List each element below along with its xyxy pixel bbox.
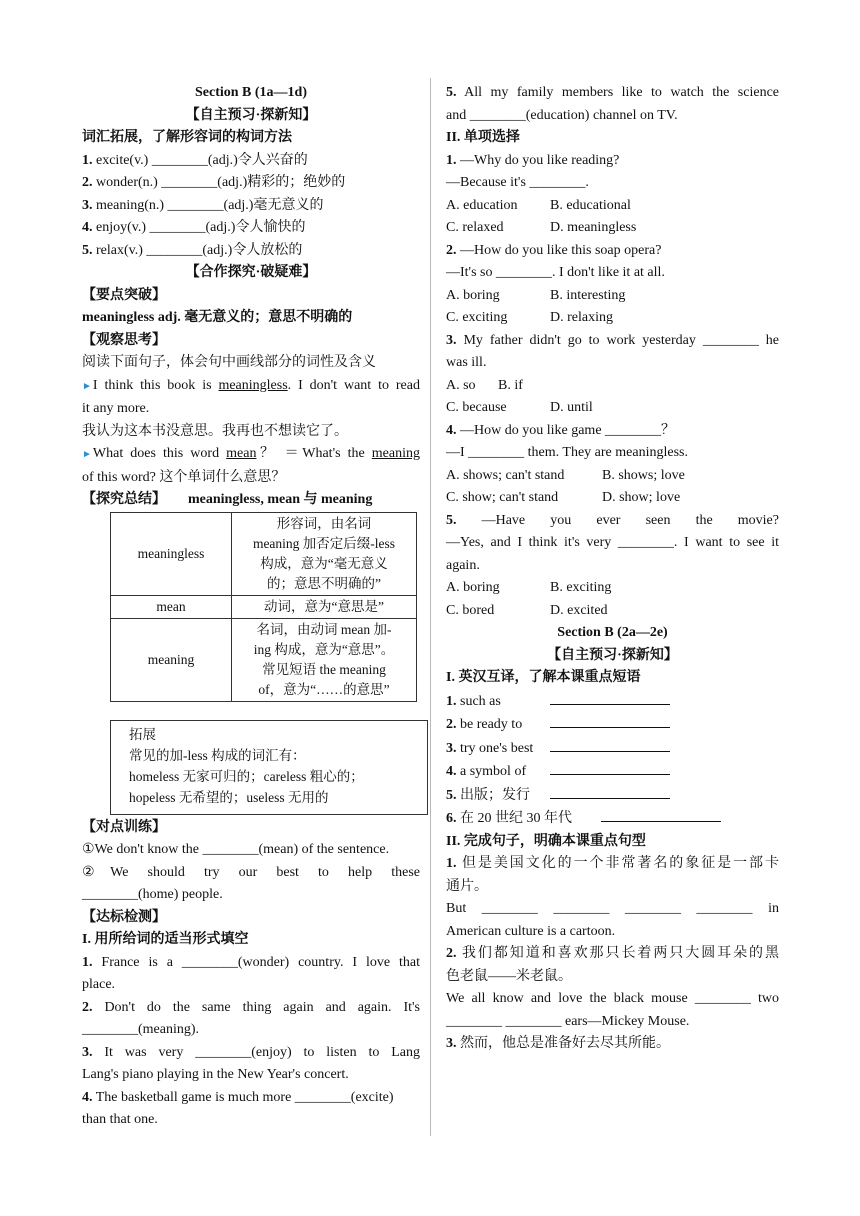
sentence-1-en: But ________ ________ ________ ________ in xyxy=(446,901,779,916)
answer-option[interactable]: D. excited xyxy=(550,602,608,618)
option-row xyxy=(446,577,779,600)
option-row xyxy=(446,307,779,330)
table-row xyxy=(111,512,417,595)
table-row xyxy=(111,595,417,618)
option-row xyxy=(446,285,779,308)
drill-2-cont: ________(home) people. xyxy=(82,887,223,902)
underlined-word: meaning xyxy=(371,446,420,461)
fill-4-cont: than that one. xyxy=(82,1112,158,1127)
key-point: meaningless adj. 毫无意义的；意思不明确的 xyxy=(82,310,353,325)
extension-line: homeless 无家可归的；careless 粗心的； xyxy=(129,768,364,784)
answer-option[interactable]: C. relaxed xyxy=(446,220,504,235)
question-stem: 1. —Why do you like reading? xyxy=(446,152,620,168)
answer-option[interactable]: B. if xyxy=(498,377,523,393)
part-ii-title: II. 完成句子，明确本课重点句型 xyxy=(446,833,646,849)
part1-title: I. 用所给词的适当形式填空 xyxy=(82,932,249,947)
fill-4: 4. The basketball game is much more ________(excite) xyxy=(82,1089,394,1105)
triangle-bullet-icon: ► xyxy=(82,449,92,460)
triangle-bullet-icon: ► xyxy=(82,380,92,392)
example-2-cont: of this word? 这个单词什么意思？ xyxy=(82,469,286,485)
left-column xyxy=(82,82,420,1132)
heading-coop: 【合作探究·破疑难】 xyxy=(185,265,317,280)
phrase-list xyxy=(446,690,779,831)
answer-option[interactable]: B. shows; love xyxy=(602,467,685,483)
drill-1: ①We don't know the ________(mean) of the sentence. xyxy=(82,842,390,857)
example-1: ►I think this book is meaningless. I don't want to read xyxy=(82,377,420,393)
question-stem: 2. —How do you like this soap opera? xyxy=(446,242,662,258)
section2-title: Section B (2a—2e) xyxy=(557,625,668,640)
option-row xyxy=(446,397,779,420)
answer-option[interactable]: C. because xyxy=(446,400,507,415)
answer-option[interactable]: C. exciting xyxy=(446,310,508,325)
table-word-cell: meaning xyxy=(111,618,232,701)
comparison-table xyxy=(110,512,417,702)
heading-preview-2: 【自主预习·探新知】 xyxy=(547,647,678,663)
observe-intro: 阅读下面句子，体会句中画线部分的词性及含义 xyxy=(82,355,376,370)
table-word-cell: meaningless xyxy=(111,512,232,595)
example-1-translation: 我认为这本书没意思。我再也不想读它了。 xyxy=(82,423,348,439)
answer-option[interactable]: A. boring xyxy=(446,580,500,595)
sentence-1-cn: 1. 但是美国文化的一个非常著名的象征是一部卡 xyxy=(446,856,779,871)
question-stem: 3. My father didn't go to work yesterday ________ he xyxy=(446,332,779,348)
fill-1-cont: place. xyxy=(82,977,116,992)
sentence-1-cn-cont: 通片。 xyxy=(446,878,488,894)
fill-1: 1. France is a ________(wonder) country. I love that xyxy=(82,954,420,970)
vocab-item: 4. enjoy(v.) ________(adj.)令人愉快的 xyxy=(82,220,306,235)
drill-2: ②We should try our best to help these xyxy=(82,864,420,880)
answer-option[interactable]: D. show; love xyxy=(602,490,681,505)
vocab-item: 1. excite(v.) ________(adj.)令人兴奋的 xyxy=(82,152,308,168)
sentence-2-en: We all know and love the black mouse ________ two xyxy=(446,991,779,1006)
part-i-title: I. 英汉互译，了解本课重点短语 xyxy=(446,670,641,685)
option-row xyxy=(446,195,779,218)
fill-2-cont: ________(meaning). xyxy=(82,1022,200,1037)
question-line: —Yes, and I think it's very ________. I want to see it xyxy=(446,535,779,550)
fill-5: 5. All my family members like to watch the science xyxy=(446,85,779,100)
extension-title: 拓展 xyxy=(129,726,156,742)
vocab-list xyxy=(82,150,420,263)
answer-option[interactable]: A. shows; can't stand xyxy=(446,467,565,483)
sentence-2-cn-cont: 色老鼠——米老鼠。 xyxy=(446,968,572,984)
question-line: again. xyxy=(446,557,480,573)
section-title: Section B (1a—1d) xyxy=(195,85,307,100)
underlined-word: meaningless xyxy=(218,377,288,393)
phrase-item: 4. a symbol of xyxy=(446,760,779,784)
answer-blank[interactable] xyxy=(550,713,670,728)
fill-2: 2. Don't do the same thing again and again. It's xyxy=(82,999,420,1015)
heading-drill: 【对点训练】 xyxy=(82,819,166,835)
sentence-2-en-cont: ________ ________ ears—Mickey Mouse. xyxy=(446,1013,690,1029)
phrase-item: 1. such as xyxy=(446,690,779,714)
question-stem: 5. —Have you ever seen the movie? xyxy=(446,512,779,528)
fill-5-cont: and ________(education) channel on TV. xyxy=(446,107,678,123)
heading-preview: 【自主预习·探新知】 xyxy=(185,107,317,123)
column-divider xyxy=(430,78,431,1136)
answer-blank[interactable] xyxy=(550,690,670,705)
fill-3: 3. It was very ________(enjoy) to listen to Lang xyxy=(82,1044,420,1060)
phrase-item: 2. be ready to xyxy=(446,713,779,737)
question-line: —Because it's ________. xyxy=(446,175,589,190)
answer-option[interactable]: A. boring xyxy=(446,287,500,303)
extension-line: 常见的加-less 构成的词汇有： xyxy=(129,747,306,763)
answer-option[interactable]: A. education xyxy=(446,197,518,213)
question-line: —It's so ________. I don't like it at all. xyxy=(446,265,665,280)
vocab-item: 2. wonder(n.) ________(adj.)精彩的；绝妙的 xyxy=(82,175,346,190)
extension-line: hopeless 无希望的；useless 无用的 xyxy=(129,789,329,805)
table-word-cell: mean xyxy=(111,595,232,618)
example-1-cont: it any more. xyxy=(82,401,150,416)
summary-heading: 【探究总结】 meaningless, mean 与 meaning xyxy=(82,492,373,507)
answer-option[interactable]: C. bored xyxy=(446,602,495,618)
extension-box xyxy=(110,720,428,815)
phrase-item: 5. 出版；发行 xyxy=(446,784,779,808)
table-desc-cell: 名词，由动词 mean 加- ing 构成，意为“意思”。 常见短语 the meaning of，意为“……的意思” xyxy=(232,618,417,701)
answer-blank[interactable] xyxy=(550,784,670,799)
fill-3-cont: Lang's piano playing in the New Year's concert. xyxy=(82,1067,349,1082)
sentence-1-en-cont: American culture is a cartoon. xyxy=(446,923,616,939)
option-row xyxy=(446,217,779,240)
answer-option[interactable]: B. educational xyxy=(550,197,631,213)
vocab-intro: 词汇拓展，了解形容词的构词方法 xyxy=(82,130,292,145)
heading-observe: 【观察思考】 xyxy=(82,332,166,348)
answer-blank[interactable] xyxy=(601,807,721,822)
table-desc-cell: 形容词，由名词 meaning 加否定后缀-less 构成，意为“毫无意义 的；意思不明确的” xyxy=(232,512,417,595)
answer-blank[interactable] xyxy=(550,760,670,775)
answer-option[interactable]: B. exciting xyxy=(550,580,612,595)
phrase-item: 6. 在 20 世纪 30 年代 xyxy=(446,807,779,831)
option-row xyxy=(446,600,779,623)
question-line: was ill. xyxy=(446,355,487,370)
sentence-2-cn: 2. 我们都知道和喜欢那只长着两只大圆耳朵的黑 xyxy=(446,946,779,961)
answer-option[interactable]: D. relaxing xyxy=(550,310,613,325)
vocab-item: 3. meaning(n.) ________(adj.)毫无意义的 xyxy=(82,197,324,213)
answer-blank[interactable] xyxy=(550,737,670,752)
answer-option[interactable]: A. so xyxy=(446,377,476,393)
multiple-choice-list xyxy=(446,150,779,623)
option-row xyxy=(446,375,779,398)
question-stem: 4. —How do you like game ________？ xyxy=(446,422,676,438)
right-column xyxy=(446,82,779,1056)
example-2: ►What does this word mean？ ＝What's the meaning xyxy=(82,446,420,461)
table-desc-cell: 动词，意为“意思是” xyxy=(232,595,417,618)
answer-option[interactable]: D. meaningless xyxy=(550,220,637,235)
heading-key: 【要点突破】 xyxy=(82,287,166,303)
option-row xyxy=(446,465,779,488)
answer-option[interactable]: D. until xyxy=(550,400,593,415)
vocab-item: 5. relax(v.) ________(adj.)令人放松的 xyxy=(82,242,303,258)
part2-title: II. 单项选择 xyxy=(446,130,520,145)
underlined-word: mean xyxy=(226,446,257,461)
question-line: —I ________ them. They are meaningless. xyxy=(446,445,688,460)
answer-option[interactable]: C. show; can't stand xyxy=(446,490,559,505)
heading-test: 【达标检测】 xyxy=(82,909,166,925)
phrase-item: 3. try one's best xyxy=(446,737,779,761)
table-row xyxy=(111,618,417,701)
sentence-3-cn: 3. 然而，他总是准备好去尽其所能。 xyxy=(446,1036,670,1051)
answer-option[interactable]: B. interesting xyxy=(550,287,626,303)
option-row xyxy=(446,487,779,510)
